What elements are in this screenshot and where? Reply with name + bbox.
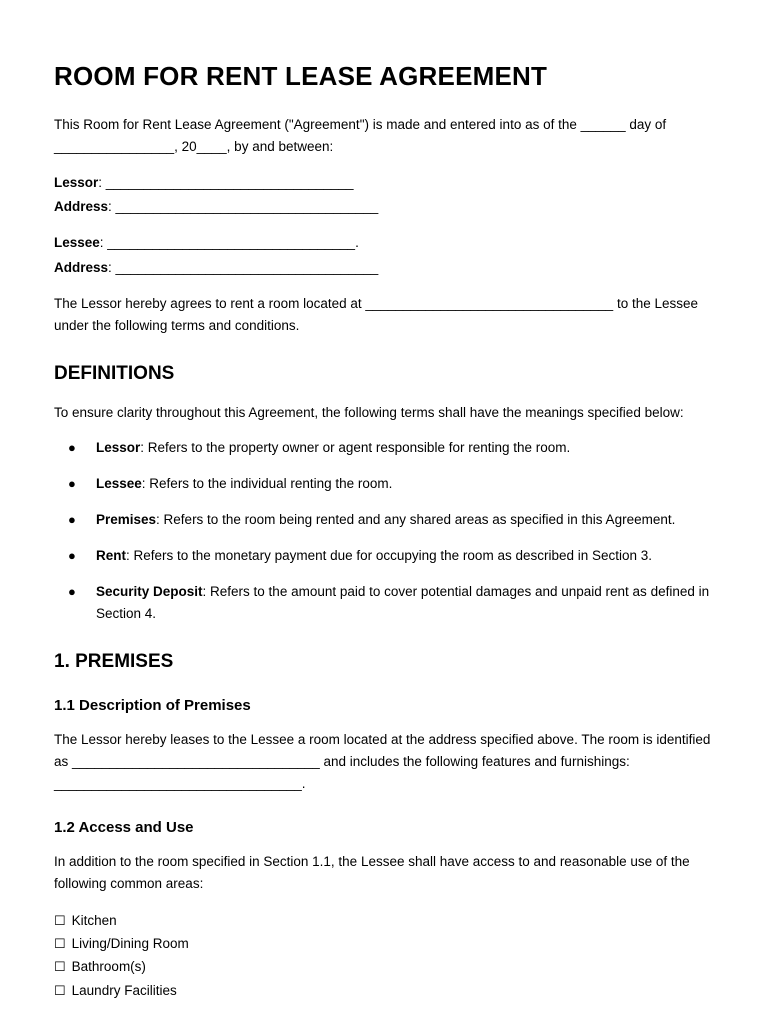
definition-term: Rent <box>96 548 126 563</box>
list-item <box>54 955 714 978</box>
definition-term: Lessor <box>96 440 141 456</box>
lessee-label: Lessee <box>54 235 100 251</box>
premises-description-paragraph: The Lessor hereby leases to the Lessee a room located at the address specified above. The room is identified as _________________________________ and includes the following features and furnishings: _________________________________. <box>54 732 711 792</box>
list-item <box>54 909 714 932</box>
definition-text: : Refers to the monetary payment due for occupying the room as described in Section 3. <box>126 548 653 563</box>
common-area-label: Bathroom(s) <box>71 959 146 975</box>
lessor-label: Lessor <box>54 174 99 190</box>
access-and-use-heading: 1.2 Access and Use <box>54 818 194 836</box>
lessee-address-blank: : ___________________________________ <box>108 260 379 276</box>
definition-text: : Refers to the property owner or agent responsible for renting the room. <box>140 440 571 456</box>
intro-paragraph: This Room for Rent Lease Agreement ("Agreement") is made and entered into as of the ______ day of ________________, 20____, by and between: <box>54 116 667 154</box>
rent-statement-paragraph: The Lessor hereby agrees to rent a room located at _________________________________ to the Lessee under the following terms and conditions. <box>54 296 698 333</box>
definition-term: Lessee <box>96 476 142 492</box>
common-areas-list <box>54 909 714 1002</box>
bullet-icon: ● <box>68 440 76 456</box>
bullet-icon: ● <box>68 583 76 599</box>
lessee-field <box>54 232 714 254</box>
lessor-address-label: Address <box>54 199 109 215</box>
definition-term: Security Deposit <box>96 583 203 599</box>
bullet-icon: ● <box>68 548 76 563</box>
list-item <box>54 509 714 531</box>
checkbox-icon[interactable]: ☐ <box>54 912 66 928</box>
list-item <box>54 932 714 955</box>
checkbox-icon[interactable]: ☐ <box>54 936 66 952</box>
page-title: ROOM FOR RENT LEASE AGREEMENT <box>54 61 548 91</box>
premises-description-heading: 1.1 Description of Premises <box>54 697 251 715</box>
list-item <box>54 979 714 1002</box>
bullet-icon: ● <box>68 476 76 492</box>
lessee-address-field <box>54 257 714 279</box>
bullet-icon: ● <box>68 512 76 528</box>
common-area-label: Kitchen <box>71 912 117 928</box>
checkbox-icon[interactable]: ☐ <box>54 959 66 975</box>
definitions-heading: DEFINITIONS <box>54 362 175 384</box>
list-item <box>54 473 714 495</box>
common-area-label: Living/Dining Room <box>71 936 189 952</box>
list-item <box>54 437 714 459</box>
common-area-label: Laundry Facilities <box>71 982 177 998</box>
lessor-address-field <box>54 196 714 218</box>
list-item <box>54 545 714 567</box>
definition-term: Premises <box>96 512 157 528</box>
definition-text: : Refers to the room being rented and any shared areas as specified in this Agreement. <box>156 512 676 528</box>
premises-heading: 1. PREMISES <box>54 650 174 672</box>
definition-text: : Refers to the amount paid to cover potential damages and unpaid rent as defined in Section 4. <box>96 583 710 621</box>
list-item <box>54 581 714 625</box>
access-and-use-paragraph: In addition to the room specified in Section 1.1, the Lessee shall have access to and reasonable use of the following common areas: <box>54 853 690 891</box>
lessee-blank: : _________________________________. <box>99 235 359 251</box>
lessor-address-blank: : ___________________________________ <box>108 199 379 215</box>
lessee-address-label: Address <box>54 260 109 276</box>
lessor-blank: : _________________________________ <box>98 174 354 190</box>
definitions-list <box>54 437 714 624</box>
definition-text: : Refers to the individual renting the room. <box>141 476 393 492</box>
lessor-field <box>54 172 714 194</box>
definitions-lead: To ensure clarity throughout this Agreement, the following terms shall have the meanings specified below: <box>54 404 684 420</box>
checkbox-icon[interactable]: ☐ <box>54 982 66 998</box>
